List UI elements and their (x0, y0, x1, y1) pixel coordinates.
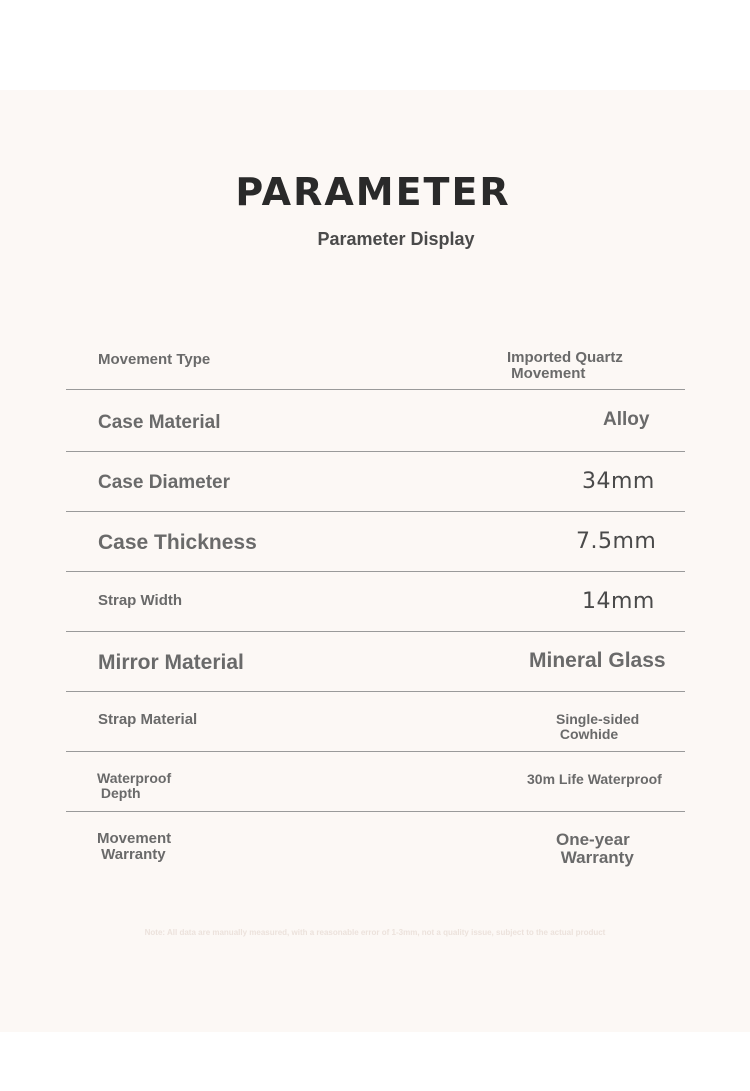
param-label: Strap Material (98, 711, 198, 728)
param-value: One-year Warranty (556, 830, 634, 867)
param-label: Movement Warranty (97, 830, 172, 863)
param-value: 14mm (582, 589, 655, 614)
param-row-case-thickness (66, 512, 685, 572)
param-label: Movement Type (98, 351, 211, 368)
param-label: Mirror Material (98, 651, 244, 674)
param-label: Case Material (98, 412, 221, 433)
param-value: Imported Quartz Movement (507, 349, 623, 382)
param-value: Alloy (603, 409, 650, 430)
param-row-movement-warranty (66, 812, 685, 882)
param-value: Single-sided Cowhide (556, 711, 640, 742)
footnote: Note: All data are manually measured, with a reasonable error of 1-3mm, not a quality issue, subject to the actual product (144, 928, 606, 937)
param-row-mirror-material (66, 632, 685, 692)
param-value: 30m Life Waterproof (527, 771, 662, 787)
page-subtitle: Parameter Display (317, 229, 475, 249)
param-row-strap-width (66, 572, 685, 632)
param-label: Case Thickness (98, 531, 257, 554)
param-label: Case Diameter (98, 472, 231, 493)
param-label: Waterproof Depth (97, 770, 172, 801)
param-value: Mineral Glass (529, 649, 666, 672)
param-row-strap-material (66, 692, 685, 752)
param-row-case-diameter (66, 452, 685, 512)
param-value: 7.5mm (576, 529, 657, 554)
param-row-movement-type (66, 330, 685, 390)
page-title: PARAMETER (235, 170, 511, 214)
param-row-case-material (66, 390, 685, 452)
param-value: 34mm (582, 469, 655, 494)
param-label: Strap Width (98, 592, 183, 609)
param-row-waterproof-depth (66, 752, 685, 812)
